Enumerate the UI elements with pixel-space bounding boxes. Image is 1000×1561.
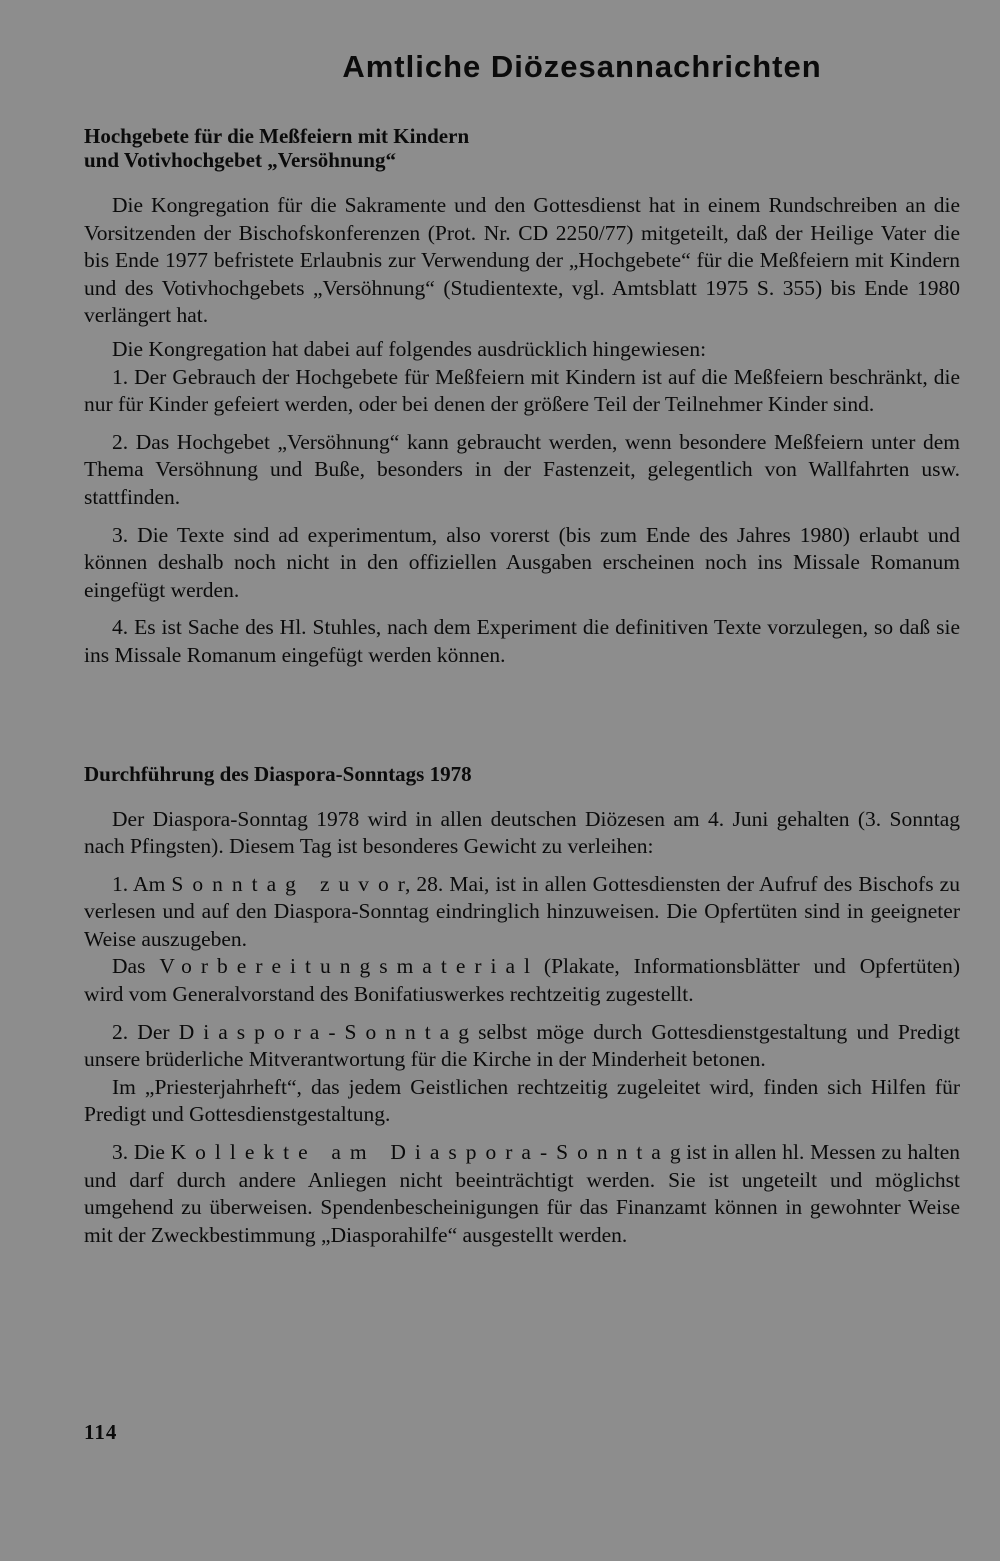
section-heading [84,124,960,172]
paragraph: Im „Priesterjahrheft“, das jedem Geistlichen rechtzeitig zugeleitet wird, finden sich Hilfen für Predigt und Gottesdienstgestaltung. [84,1074,960,1127]
list-item: 3. Die Texte sind ad experimentum, also vorerst (bis zum Ende des Jahres 1980) erlaubt und können deshalb noch nicht in den offiziellen Ausgaben erscheinen noch ins Missale Romanum eingefügt werden. [84,522,960,602]
page-title: Amtliche Diözesannachrichten [342,49,822,84]
text-segment: selbst möge durch Gottesdienstgestaltung und Predigt unsere brüderliche Mitverantwortung für die Kirche in der Minderheit betonen. [84,1019,960,1072]
paragraph: Die Kongregation für die Sakramente und den Gottesdienst hat in einem Rundschreiben an die Vorsitzenden der Bischofskonferenzen (Prot. Nr. CD 2250/77) mitgeteilt, daß der Heilige Vater die bis Ende 1977 befristete Erlaubnis zur Verwendung der „Hochgebete“ für die Meßfeiern mit Kindern und des Votivhochgebets „Versöhnung“ (Studientexte, vgl. Amtsblatt 1975 S. 355) bis Ende 1980 verlängert hat. [84,193,960,328]
section-heading-line-1: Hochgebete für die Meßfeiern mit Kindern [84,124,470,148]
section-heading: Durchführung des Diaspora-Sonntags 1978 [84,761,472,786]
text-segment: ist in allen hl. Messen zu halten und darf durch andere Anliegen nicht beeinträchtigt werden. Sie ist ungeteilt und möglichst umgehend zu überweisen. Spendenbescheinigungen für das Finanzamt können in gewohnter Weise mit der Zweckbestimmung „Diasporahilfe“ ausgestellt werden. [84,1140,961,1247]
section-hochgebete [84,124,960,670]
list-item [84,871,960,954]
page-number: 114 [84,1420,118,1444]
paragraph: Der Diaspora-Sonntag 1978 wird in allen deutschen Diözesen am 4. Juni gehalten (3. Sonntag nach Pfingsten). Diesem Tag ist besonderes Gewicht zu verleihen: [84,806,960,859]
spaced-emphasis: Kollekte am Diaspora-Sonntag [170,1140,690,1165]
paragraph [84,953,960,1008]
text-segment: 2. Der [112,1019,179,1044]
spaced-emphasis: Diaspora-Sonntag [178,1019,478,1044]
section-heading-line-2: und Votivhochgebet „Versöhnung“ [84,148,396,172]
list-item [84,1139,960,1249]
text-segment: Das [112,954,160,979]
spaced-emphasis: Vorbereitungsmaterial [159,954,540,979]
list-item: 1. Der Gebrauch der Hochgebete für Meßfeiern mit Kindern ist auf die Meßfeiern beschränkt, die nur für Kinder gefeiert werden, oder bei denen der größere Teil der Teilnehmer Kinder sind. [84,364,960,417]
paragraph: Die Kongregation hat dabei auf folgendes ausdrücklich hingewiesen: [112,336,707,361]
section-spacer [84,680,960,762]
spaced-emphasis: Sonntag zuvor [171,871,414,896]
text-segment: , 28. Mai, ist in allen Gottesdiensten der Aufruf des Bischofs zu verlesen und auf den Diaspora-Sonntag eindringlich hinzuweisen. Die Opfertüten sind in geeigneter Weise auszugeben. [84,871,960,951]
list-item [84,1019,960,1074]
document-page [84,44,960,1255]
list-item: 2. Das Hochgebet „Versöhnung“ kann gebraucht werden, wenn besondere Meßfeiern unter dem Thema Versöhnung und Buße, besonders in der Fastenzeit, gelegentlich von Wallfahrten usw. stattfinden. [84,429,960,509]
text-segment: (Plakate, Informationsblätter und Opfertüten) wird vom Generalvorstand des Bonifatiuswerkes rechtzeitig zugestellt. [84,954,960,1007]
text-segment: 3. Die [112,1140,171,1165]
section-diaspora-sonntag [84,762,960,1250]
text-segment: 1. Am [112,871,172,896]
list-item: 4. Es ist Sache des Hl. Stuhles, nach dem Experiment die definitiven Texte vorzulegen, so daß sie ins Missale Romanum eingefügt werden können. [84,615,960,667]
